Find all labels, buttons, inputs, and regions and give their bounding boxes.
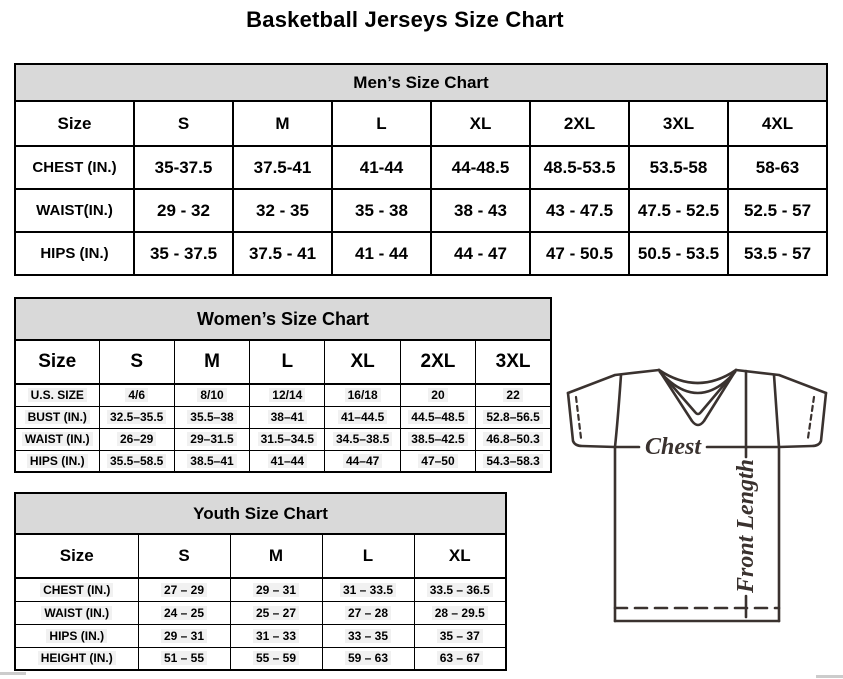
row-label: HEIGHT (IN.) [15,647,138,670]
column-header: M [230,534,322,578]
size-value-cell: 32 - 35 [233,189,332,232]
size-value-cell: 55 – 59 [230,647,322,670]
page-title: Basketball Jerseys Size Chart [246,7,564,32]
column-header: M [233,101,332,146]
womens-size-chart-table [14,297,552,473]
size-value-cell: 31 – 33.5 [322,578,414,601]
size-value-cell: 22 [476,384,551,406]
size-value-cell: 37.5-41 [233,146,332,189]
size-value-cell: 33.5 – 36.5 [414,578,506,601]
size-value-cell: 25 – 27 [230,601,322,624]
size-value-cell: 52.8–56.5 [476,406,551,428]
size-value-cell: 16/18 [325,384,400,406]
womens-size-header-row [15,340,551,384]
size-value-cell: 52.5 - 57 [728,189,827,232]
size-value-cell: 35-37.5 [134,146,233,189]
column-header: XL [414,534,506,578]
size-value-cell: 34.5–38.5 [325,428,400,450]
size-value-cell: 59 – 63 [322,647,414,670]
size-value-cell: 44–47 [325,450,400,472]
size-value-cell: 54.3–58.3 [476,450,551,472]
column-header: Size [15,101,134,146]
column-header: 3XL [629,101,728,146]
table-row [15,146,827,189]
row-label: HIPS (IN.) [15,624,138,647]
size-value-cell: 48.5-53.5 [530,146,629,189]
mens-chart-header-band [15,64,827,101]
row-label: WAIST(IN.) [15,189,134,232]
size-value-cell: 20 [400,384,475,406]
column-header: M [174,340,249,384]
size-value-cell: 41-44 [332,146,431,189]
table-row [15,624,506,647]
mens-size-chart-table [14,63,828,276]
chest-measure-label: Chest [644,434,702,460]
size-value-cell: 35 - 37.5 [134,232,233,275]
table-row [15,189,827,232]
row-label: CHEST (IN.) [15,578,138,601]
mens-chart-title: Men’s Size Chart [15,64,827,101]
size-value-cell: 32.5–35.5 [99,406,174,428]
size-value-cell: 41–44.5 [325,406,400,428]
size-value-cell: 53.5 - 57 [728,232,827,275]
size-value-cell: 33 – 35 [322,624,414,647]
table-row [15,450,551,472]
jersey-diagram-icon [556,358,843,628]
column-header: S [134,101,233,146]
womens-size-chart-section [14,297,552,473]
row-label: HIPS (IN.) [15,232,134,275]
size-value-cell: 44.5–48.5 [400,406,475,428]
size-value-cell: 44 - 47 [431,232,530,275]
column-header: Size [15,340,99,384]
row-label: WAIST (IN.) [15,428,99,450]
youth-size-header-row [15,534,506,578]
table-row [15,601,506,624]
size-value-cell: 27 – 29 [138,578,230,601]
size-value-cell: 46.8–50.3 [476,428,551,450]
youth-size-chart-section [14,492,507,671]
column-header: 2XL [400,340,475,384]
table-row [15,428,551,450]
size-value-cell: 47 - 50.5 [530,232,629,275]
size-value-cell: 47.5 - 52.5 [629,189,728,232]
column-header: XL [431,101,530,146]
size-value-cell: 41 - 44 [332,232,431,275]
size-value-cell: 31.5–34.5 [250,428,325,450]
mens-size-chart-section [14,63,828,276]
size-value-cell: 44-48.5 [431,146,530,189]
size-value-cell: 53.5-58 [629,146,728,189]
size-value-cell: 50.5 - 53.5 [629,232,728,275]
column-header: 2XL [530,101,629,146]
youth-size-chart-table [14,492,507,671]
size-value-cell: 12/14 [250,384,325,406]
size-value-cell: 35.5–38 [174,406,249,428]
size-value-cell: 31 – 33 [230,624,322,647]
table-row [15,232,827,275]
size-value-cell: 24 – 25 [138,601,230,624]
table-row [15,406,551,428]
youth-chart-header-band [15,493,506,534]
row-label: HIPS (IN.) [15,450,99,472]
mens-size-header-row [15,101,827,146]
row-label: BUST (IN.) [15,406,99,428]
size-value-cell: 37.5 - 41 [233,232,332,275]
size-value-cell: 38–41 [250,406,325,428]
column-header: Size [15,534,138,578]
size-value-cell: 27 – 28 [322,601,414,624]
size-value-cell: 58-63 [728,146,827,189]
womens-chart-title: Women’s Size Chart [15,298,551,340]
size-value-cell: 4/6 [99,384,174,406]
size-value-cell: 35 - 38 [332,189,431,232]
column-header: L [322,534,414,578]
column-header: L [250,340,325,384]
size-value-cell: 38.5–41 [174,450,249,472]
womens-chart-header-band [15,298,551,340]
size-value-cell: 63 – 67 [414,647,506,670]
size-value-cell: 38 - 43 [431,189,530,232]
table-row [15,384,551,406]
table-row [15,578,506,601]
column-header: S [138,534,230,578]
size-value-cell: 29 - 32 [134,189,233,232]
column-header: XL [325,340,400,384]
scrollbar-fragment-left[interactable] [0,672,26,675]
jersey-measurement-diagram [556,358,843,628]
size-value-cell: 28 – 29.5 [414,601,506,624]
size-value-cell: 43 - 47.5 [530,189,629,232]
size-value-cell: 35.5–58.5 [99,450,174,472]
youth-chart-title: Youth Size Chart [15,493,506,534]
row-label: WAIST (IN.) [15,601,138,624]
size-value-cell: 8/10 [174,384,249,406]
row-label: CHEST (IN.) [15,146,134,189]
table-row [15,647,506,670]
size-value-cell: 29 – 31 [230,578,322,601]
size-value-cell: 29 – 31 [138,624,230,647]
size-value-cell: 47–50 [400,450,475,472]
row-label: U.S. SIZE [15,384,99,406]
size-value-cell: 35 – 37 [414,624,506,647]
size-value-cell: 38.5–42.5 [400,428,475,450]
column-header: S [99,340,174,384]
front-length-measure-label: Front Length [733,458,759,594]
column-header: L [332,101,431,146]
size-value-cell: 26–29 [99,428,174,450]
scrollbar-fragment-right[interactable] [816,675,843,678]
size-value-cell: 41–44 [250,450,325,472]
column-header: 4XL [728,101,827,146]
column-header: 3XL [476,340,551,384]
size-value-cell: 51 – 55 [138,647,230,670]
size-value-cell: 29–31.5 [174,428,249,450]
